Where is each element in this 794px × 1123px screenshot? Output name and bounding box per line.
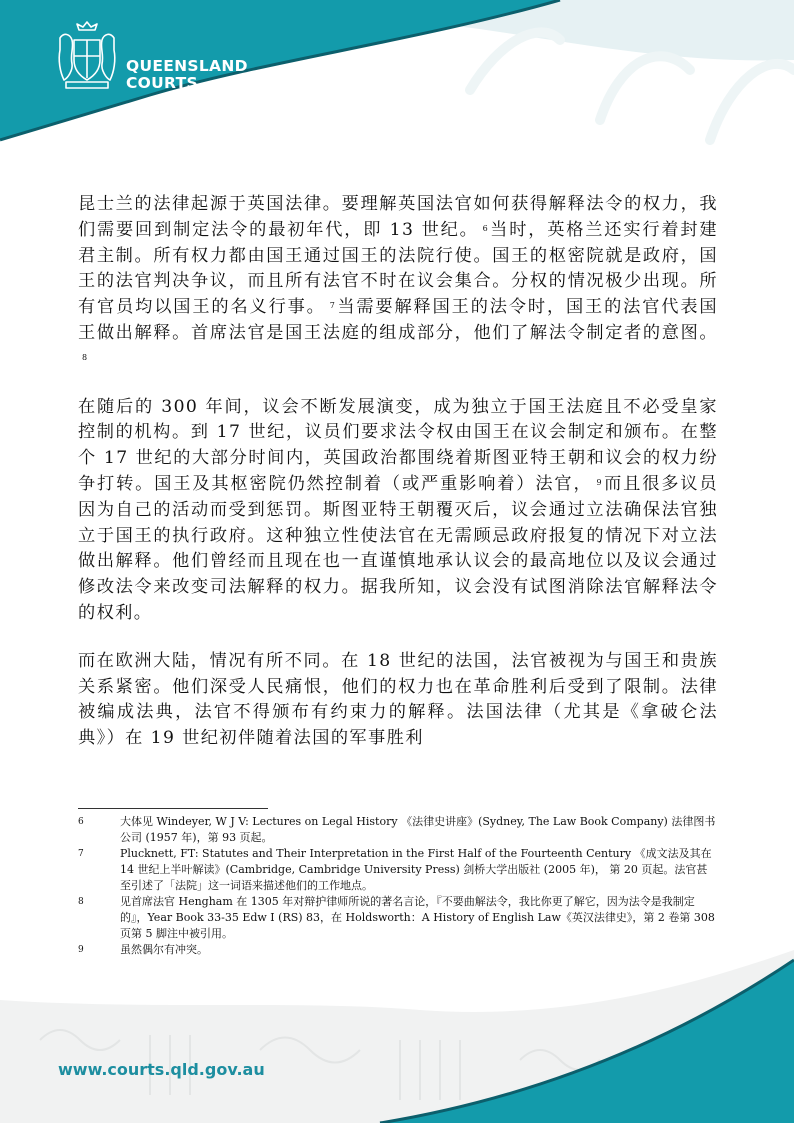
footnote-item [78, 894, 718, 942]
footnote-ref[interactable]: 7 [329, 301, 335, 311]
footnote-text: 大体见 Windeyer, W J V: Lectures on Legal History 《法律史讲座》(Sydney, The Law Book Company) 法律图书公司 (1957 年)，第 93 页起。 [120, 815, 716, 844]
footnotes [78, 814, 718, 958]
paragraph-1 [78, 192, 718, 373]
footnote-text: 虽然偶尔有冲突。 [120, 943, 208, 956]
paragraph-text: 在随后的 300 年间，议会不断发展演变，成为独立于国王法庭且不必受皇家控制的机构。到 17 世纪，议员们要求法令权由国王在议会制定和颁布。在整个 17 世纪的大部分时间内，英国政治都围绕着斯图亚特王朝和议会的权力纷争打转。国王及其枢密院仍然控制着（或严重影响着）法官， [78, 396, 718, 494]
footnote-ref[interactable]: 8 [82, 352, 88, 362]
footnote-item [78, 814, 718, 846]
footnote-item [78, 846, 718, 894]
paragraph-text: 昆士兰的法律起源于英国法律。要理解英国法官如何获得解释法令的权力，我们需要回到制定法令的最初年代，即 13 世纪。 [78, 194, 718, 240]
main-content [78, 192, 718, 774]
footnote-number: 7 [78, 849, 84, 859]
footnote-divider [78, 808, 268, 809]
paragraph-text: 当时，英格兰还实行着封建君主制。所有权力都由国王通过国王的法院行使。国王的枢密院就是政府，国王的法官判决争议，而且所有法官不时在议会集合。分权的情况极少出现。所有官员均以国王的名义行事。 [78, 219, 718, 318]
paragraph-text: 而且很多议员因为自己的活动而受到惩罚。斯图亚特王朝覆灭后，议会通过立法确保法官独立于国王的执行政府。这种独立性使法官在无需顾忌政府报复的情况下对立法做出解释。他们曾经而且现在也一直谨慎地承认议会的最高地位以及议会通过修改法令来改变司法解释的权力。据我所知，议会没有试图消除法官解释法令的权利。 [78, 473, 718, 623]
coat-of-arms-icon [52, 18, 122, 92]
paragraph-3 [78, 649, 718, 752]
footer-banner [0, 940, 794, 1123]
brand-line-2: COURTS [126, 74, 198, 92]
footnote-number: 8 [78, 897, 84, 907]
paragraph-2 [78, 395, 718, 627]
footnote-text: Plucknett, FT: Statutes and Their Interpretation in the First Half of the Fourteenth Century 《成文法及其在14 世纪上半叶解读》(Cambridge, Cambridge University Press) 剑桥大学出版社 (2005 年)， 第 20 页起。法官甚至引述了「法院」这一词语来描述他们的工作地点。 [120, 847, 712, 892]
paragraph-text: 而在欧洲大陆，情况有所不同。在 18 世纪的法国，法官被视为与国王和贵族关系紧密。他们深受人民痛恨，他们的权力也在革命胜利后受到了限制。法律被编成法典，法官不得颁布有约束力的解释。法国法律（尤其是《拿破仑法典》）在 19 世纪初伴随着法国的军事胜利 [78, 650, 718, 749]
brand-wordmark [126, 58, 248, 92]
footnote-number: 9 [78, 945, 84, 955]
website-link[interactable]: www.courts.qld.gov.au [58, 1060, 265, 1079]
brand-line-1: QUEENSLAND [126, 57, 248, 75]
paragraph-text: 当需要解释国王的法令时，国王的法官代表国王做出解释。首席法官是国王法庭的组成部分，他们了解法令制定者的意图。 [78, 297, 718, 343]
footnote-ref[interactable]: 6 [482, 223, 488, 233]
footnote-text: 见首席法官 Hengham 在 1305 年对辩护律师所说的著名言论，『不要曲解法令，我比你更了解它，因为法令是我制定的』，Year Book 33-35 Edw I (RS) 83，在 Holdsworth：A History of English Law《英汉法律史》，第 2 卷第 308 页第 5 脚注中被引用。 [120, 895, 715, 940]
footnote-ref[interactable]: 9 [596, 477, 602, 487]
footnote-number: 6 [78, 817, 84, 827]
